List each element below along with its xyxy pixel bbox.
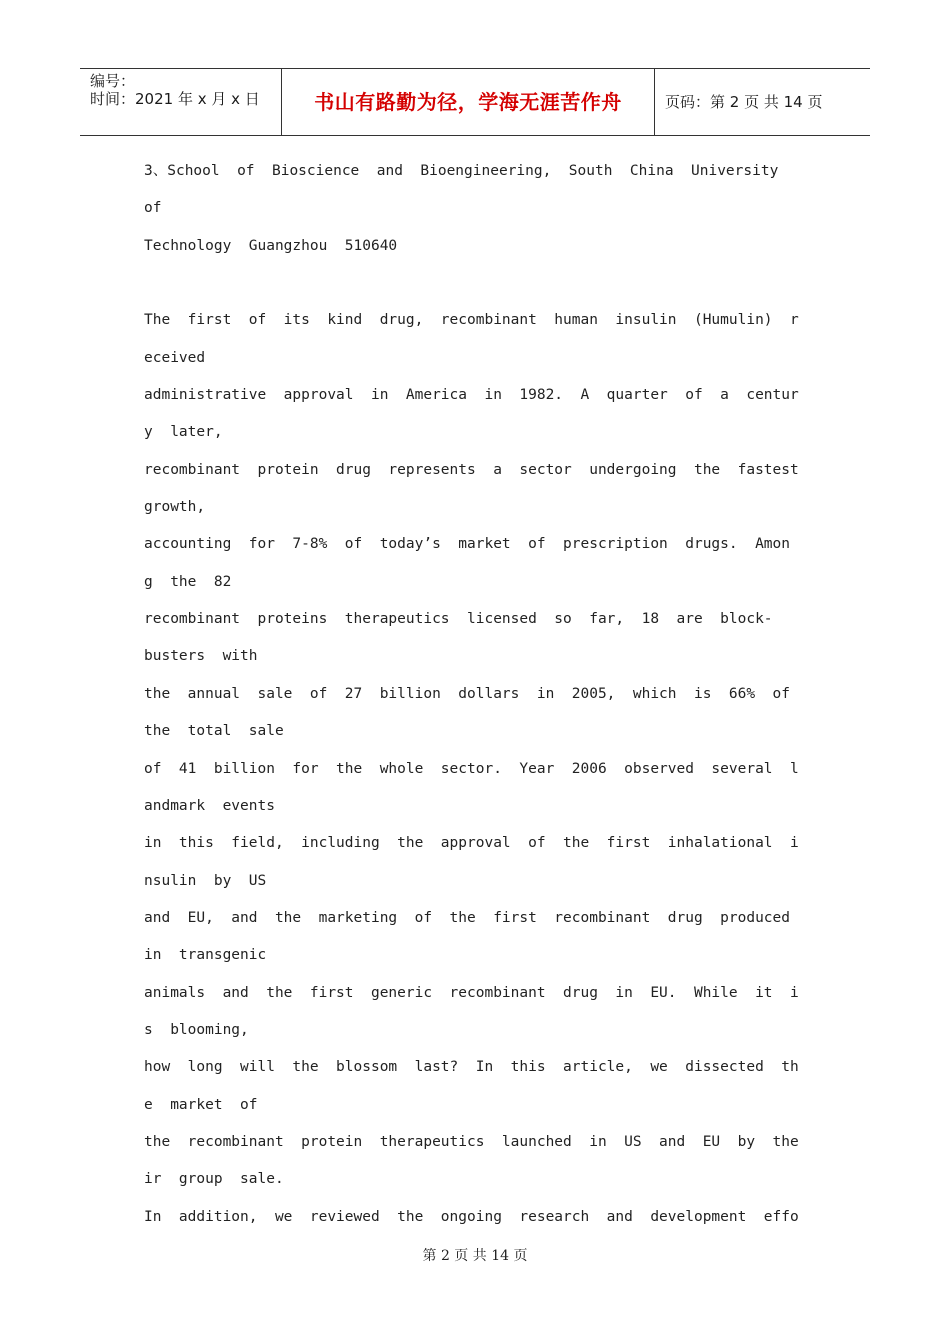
page-footer: 第 2 页 共 14 页: [422, 1248, 528, 1264]
text-line: in this field, including the approval of the first inhalational i: [144, 835, 799, 852]
text-line: ir group sale.: [144, 1171, 284, 1188]
header-page-info: 页码：第 2 页 共 14 页: [665, 93, 823, 111]
text-line: the recombinant protein therapeutics launched in US and EU by the: [144, 1133, 799, 1150]
text-line: recombinant proteins therapeutics licensed so far, 18 are block-: [144, 611, 773, 628]
text-line: the total sale: [144, 723, 284, 740]
text-line: Technology Guangzhou 510640: [144, 237, 398, 254]
text-line: growth,: [144, 499, 206, 516]
page-header: [80, 68, 870, 136]
text-line: how long will the blossom last? In this article, we dissected th: [144, 1059, 799, 1076]
text-line: of 41 billion for the whole sector. Year 2006 observed several l: [144, 760, 799, 777]
text-line: g the 82: [144, 573, 232, 590]
text-line: the annual sale of 27 billion dollars in 2005, which is 66% of: [144, 685, 791, 702]
text-line: and EU, and the marketing of the first recombinant drug produced: [144, 909, 791, 926]
serial-number-label: 编号：: [90, 72, 136, 90]
text-line: animals and the first generic recombinant drug in EU. While it i: [144, 984, 799, 1001]
text-line: andmark events: [144, 797, 275, 814]
document-body: [144, 153, 824, 1236]
text-line: The first of its kind drug, recombinant human insulin (Humulin) r: [144, 312, 799, 329]
text-line: accounting for 7-8% of today’s market of prescription drugs. Amon: [144, 536, 791, 553]
text-line: y later,: [144, 424, 223, 441]
text-line: in transgenic: [144, 947, 267, 964]
text-line: In addition, we reviewed the ongoing research and development effo: [144, 1208, 799, 1225]
text-line: 3、School of Bioscience and Bioengineering, South China University: [144, 163, 779, 179]
text-line: administrative approval in America in 1982. A quarter of a centur: [144, 387, 799, 404]
header-meta-cell: [80, 69, 282, 135]
text-line: busters with: [144, 648, 258, 665]
text-line: of: [144, 200, 162, 217]
text-line: [144, 265, 824, 302]
text-line: s blooming,: [144, 1021, 249, 1038]
text-line: e market of: [144, 1096, 258, 1113]
text-line: recombinant protein drug represents a sector undergoing the fastest: [144, 461, 799, 478]
header-motto: 书山有路勤为径，学海无涯苦作舟: [282, 69, 655, 135]
text-line: nsulin by US: [144, 872, 267, 889]
date-label: 时间：2021 年 x 月 x 日: [90, 90, 260, 108]
text-line: eceived: [144, 349, 206, 366]
